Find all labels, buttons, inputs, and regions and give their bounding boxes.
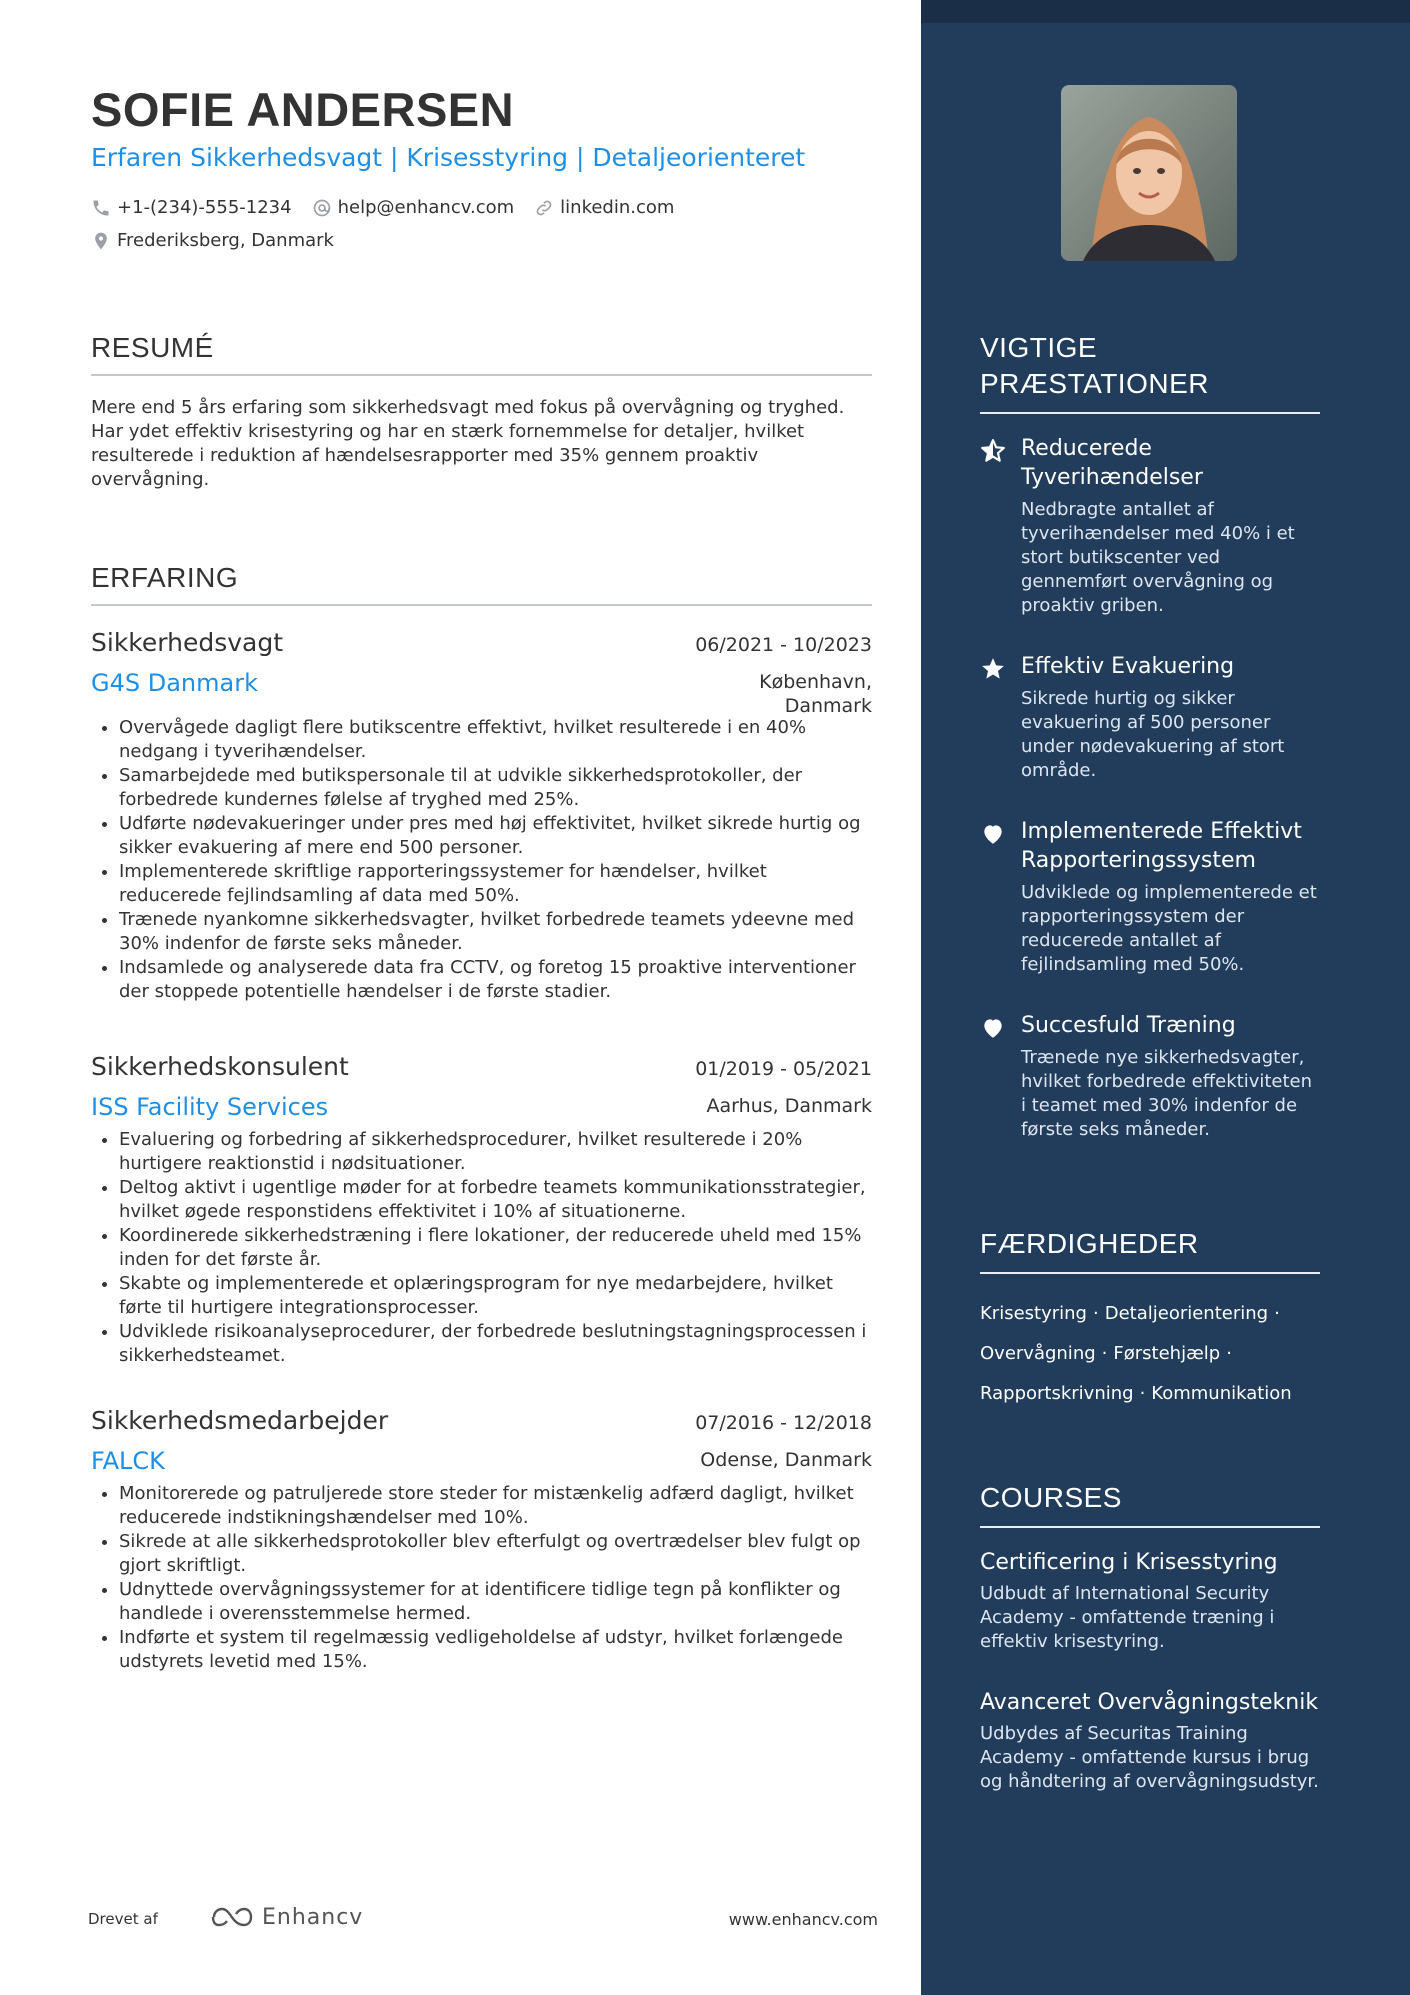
at-icon: [312, 198, 332, 218]
achievement-item: [980, 652, 1320, 783]
headline: Erfaren Sikkerhedsvagt | Krisesstyring | Detaljeorienteret: [91, 143, 806, 172]
skill-item: Førstehjælp: [1113, 1343, 1221, 1364]
job-location: [700, 1444, 872, 1472]
job-location: [707, 1090, 872, 1118]
star-half-icon: [980, 438, 1006, 464]
job-entry: [91, 1050, 872, 1368]
job-title: Sikkerhedsmedarbejder: [91, 1406, 389, 1435]
summary-text: Mere end 5 års erfaring som sikkerhedsvagt med fokus på overvågning og tryghed. Har ydet effektiv krisestyring og har en stærk fornemmelse for detaljer, hvilket resulterede i reduktion af hændelsesrapporter med 35% gennem proaktiv overvågning.: [91, 397, 845, 490]
course-item: [980, 1688, 1320, 1794]
achievement-desc: Trænede nye sikkerhedsvagter, hvilket forbedrede effektiviteten i teamet med 30% indenfor de første seks måneder.: [1021, 1047, 1313, 1140]
heart-icon: [980, 821, 1006, 847]
courses-title: COURSES: [980, 1480, 1320, 1528]
email-contact[interactable]: [312, 196, 515, 220]
achievement-title: Effektiv Evakuering: [1021, 654, 1235, 679]
enhancv-logo-text: Enhancv: [262, 1904, 364, 1930]
achievement-title: Reducerede Tyverihændelser: [1021, 436, 1203, 490]
phone-contact: [91, 196, 292, 220]
achievements-section: [980, 330, 1320, 1142]
job-dates: 06/2021 - 10/2023: [695, 634, 872, 656]
skill-item: Detaljeorientering: [1104, 1303, 1269, 1324]
job-dates: 01/2019 - 05/2021: [695, 1058, 872, 1080]
job-title: Sikkerhedskonsulent: [91, 1052, 349, 1081]
email-text: help@enhancv.com: [337, 197, 515, 218]
course-title: Avanceret Overvågningsteknik: [980, 1690, 1319, 1715]
linkedin-contact[interactable]: [534, 196, 674, 220]
achievement-item: [980, 434, 1320, 618]
achievement-title: Succesfuld Træning: [1021, 1013, 1236, 1038]
course-desc: Udbydes af Securitas Training Academy - omfattende kursus i brug og håndtering af overvågningsudstyr.: [980, 1723, 1319, 1792]
sidebar-top-bar: [921, 0, 1410, 23]
footer-url[interactable]: www.enhancv.com: [728, 1910, 878, 1929]
job-entry: [91, 626, 872, 1004]
skill-item: Rapportskrivning: [980, 1383, 1134, 1404]
skills-title: FÆRDIGHEDER: [980, 1226, 1320, 1274]
job-bullet: • Trænede nyankomne sikkerhedsvagter, hvilket forbedrede teamets ydeevne med 30% indenfor de første seks måneder.: [119, 908, 872, 956]
experience-section: [91, 560, 872, 606]
job-bullet: • Koordinerede sikkerhedstræning i flere lokationer, der reducerede uheld med 15% inden for det første år.: [119, 1224, 872, 1272]
job-bullet: • Indførte et system til regelmæssig vedligeholdelse af udstyr, hvilket forlængede udstyrets levetid med 15%.: [119, 1626, 872, 1674]
job-entry: [91, 1404, 872, 1674]
job-location-line2: Danmark: [784, 695, 872, 717]
linkedin-text: linkedin.com: [560, 197, 675, 218]
experience-title: ERFARING: [91, 560, 872, 606]
job-title: Sikkerhedsvagt: [91, 628, 284, 657]
job-bullet: • Deltog aktivt i ugentlige møder for at forbedre teamets kommunikationsstrategier, hvilket øgede responstidens effektivitet i 10% af situationerne.: [119, 1176, 872, 1224]
link-icon: [534, 198, 554, 218]
job-bullet: • Udviklede risikoanalyseprocedurer, der forbedrede beslutningstagningsprocessen i sikkerhedsteamet.: [119, 1320, 872, 1368]
skills-list: Krisestyring · Detaljeorientering · Overvågning · Førstehjælp · Rapportskrivning · Kommunikation: [980, 1303, 1292, 1404]
candidate-name: SOFIE ANDERSEN: [91, 83, 515, 136]
profile-photo: [1061, 85, 1237, 261]
heart-icon: [980, 1015, 1006, 1041]
course-desc: Udbudt af International Security Academy - omfattende træning i effektiv krisestyring.: [980, 1583, 1275, 1652]
skill-item: Kommunikation: [1151, 1383, 1292, 1404]
courses-section: [980, 1480, 1320, 1794]
job-location-line1: København,: [759, 671, 872, 693]
job-bullet: • Indsamlede og analyserede data fra CCTV, og foretog 15 proaktive interventioner der stoppede potentielle hændelser i de første stadier.: [119, 956, 872, 1004]
job-bullet: • Evaluering og forbedring af sikkerhedsprocedurer, hvilket resulterede i 20% hurtigere reaktionstid i nødsituationer.: [119, 1128, 872, 1176]
phone-icon: [91, 198, 111, 218]
job-bullet: • Sikrede at alle sikkerhedsprotokoller blev efterfulgt og overtrædelser blev fulgt op gjort skriftligt.: [119, 1530, 872, 1578]
sidebar: [921, 0, 1410, 1995]
achievement-item: [980, 817, 1320, 977]
profile-photo-image: [1061, 85, 1237, 261]
course-item: [980, 1548, 1320, 1654]
achievements-title: [980, 330, 1320, 414]
job-dates: 07/2016 - 12/2018: [695, 1412, 872, 1434]
skills-section: [980, 1226, 1320, 1414]
star-icon: [980, 656, 1006, 682]
phone-text: +1-(234)-555-1234: [117, 197, 292, 218]
skill-item: Krisestyring: [980, 1303, 1087, 1324]
job-bullets: [91, 716, 872, 1004]
job-bullet: • Samarbejdede med butikspersonale til at udvikle sikkerhedsprotokoller, der forbedrede kundernes følelse af tryghed med 25%.: [119, 764, 872, 812]
job-location-line1: Aarhus, Danmark: [706, 1095, 872, 1117]
skill-item: Overvågning: [980, 1343, 1096, 1364]
job-location-line1: Odense, Danmark: [700, 1449, 872, 1471]
achievements-title-line2: PRÆSTATIONER: [980, 368, 1209, 399]
summary-section: [91, 330, 872, 492]
job-bullet: • Monitorerede og patruljerede store steder for mistænkelig adfærd dagligt, hvilket reducerede indstikningshændelser med 10%.: [119, 1482, 872, 1530]
job-bullet: • Skabte og implementerede et oplæringsprogram for nye medarbejdere, hvilket førte til hurtigere integrationsprocesser.: [119, 1272, 872, 1320]
job-bullets: [91, 1482, 872, 1674]
job-bullet: • Udførte nødevakueringer under pres med høj effektivitet, hvilket sikrede hurtig og sikker evakuering af mere end 500 personer.: [119, 812, 872, 860]
achievement-desc: Udviklede og implementerede et rapporteringssystem der reducerede antallet af fejlindsamling med 50%.: [1021, 882, 1317, 975]
enhancv-logo-icon: [206, 1904, 256, 1930]
enhancv-logo[interactable]: [206, 1904, 363, 1930]
job-location: [759, 666, 872, 718]
powered-by-label: Drevet af: [88, 1910, 158, 1928]
job-company: ISS Facility Services: [91, 1093, 329, 1121]
job-bullets: [91, 1128, 872, 1368]
job-company: FALCK: [91, 1447, 165, 1475]
contact-info: [91, 196, 694, 262]
footer: [88, 1900, 878, 1940]
summary-title: RESUMÉ: [91, 330, 872, 376]
achievement-desc: Sikrede hurtig og sikker evakuering af 500 personer under nødevakuering af stort område.: [1021, 688, 1285, 781]
achievement-desc: Nedbragte antallet af tyverihændelser med 40% i et stort butikscenter ved gennemført overvågning og proaktiv griben.: [1021, 499, 1295, 616]
course-title: Certificering i Krisesstyring: [980, 1550, 1278, 1575]
job-bullet: • Overvågede dagligt flere butikscentre effektivt, hvilket resulterede i en 40% nedgang i tyverihændelser.: [119, 716, 872, 764]
job-bullet: • Implementerede skriftlige rapporteringssystemer for hændelser, hvilket reducerede fejlindsamling af data med 50%.: [119, 860, 872, 908]
achievement-item: [980, 1011, 1320, 1142]
location-contact: [91, 229, 334, 253]
achievements-title-line1: VIGTIGE: [980, 332, 1098, 363]
job-company: G4S Danmark: [91, 669, 258, 697]
location-text: Frederiksberg, Danmark: [117, 230, 334, 251]
achievement-title: Implementerede Effektivt Rapporteringssystem: [1021, 819, 1302, 873]
location-pin-icon: [91, 231, 111, 251]
job-bullet: • Udnyttede overvågningssystemer for at identificere tidlige tegn på konflikter og handlede i overensstemmelse hermed.: [119, 1578, 872, 1626]
